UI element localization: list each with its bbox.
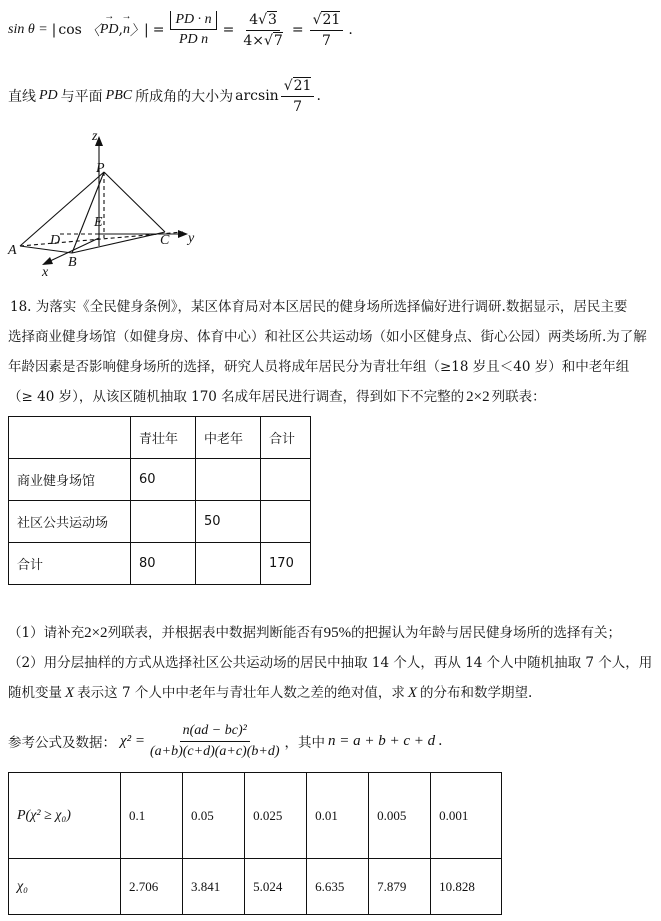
radicand-7: 7: [273, 32, 283, 49]
table-header: 合计: [261, 417, 311, 459]
q1-2x2: 2×2: [84, 625, 108, 641]
label-c: C: [160, 233, 170, 248]
arcsin-label: arcsin: [235, 88, 279, 104]
problem-line3: 年龄因素是否影响健身场所的选择，研究人员将成年居民分为青壮年组（≥18 岁且＜40 岁）和中老年组: [8, 359, 630, 375]
vector-n: → n: [123, 22, 130, 38]
edge-bc: [72, 232, 165, 253]
q2-text-b3: 的分布和数学期望.: [420, 685, 533, 701]
label-z: z: [92, 129, 98, 144]
problem-line4-end: 列联表：: [491, 389, 546, 405]
q1-percent: 95%: [323, 625, 352, 641]
cos-label: cos: [58, 22, 82, 38]
table-cell: 社区公共运动场: [9, 501, 131, 543]
label-a: A: [8, 243, 17, 258]
pyramid-figure: [0, 128, 220, 278]
table-cell: 7.879: [369, 859, 431, 915]
table-cell: 60: [131, 459, 196, 501]
table-cell: 0.001: [431, 773, 502, 859]
conclusion-period: .: [316, 88, 321, 104]
table-cell: 5.024: [245, 859, 307, 915]
questions: [8, 618, 653, 708]
q2-text-b2: 表示这 7 个人中中老年与青壮年人数之差的绝对值，求: [77, 685, 405, 701]
table-cell: 6.635: [307, 859, 369, 915]
reference-label: 参考公式及数据：: [8, 735, 116, 751]
chi-num: n(ad − bc)²: [180, 722, 250, 742]
problem-line4: （≥ 40 岁），从该区随机抽取 170 名成年居民进行调查，得到如下不完整的: [8, 389, 465, 405]
table-header: 中老年: [196, 417, 261, 459]
table-cell: 0.05: [183, 773, 245, 859]
conclusion-mid1: 与平面: [60, 89, 103, 105]
table-cell: [9, 417, 131, 459]
table-row: [9, 501, 311, 543]
table-header: 青壮年: [131, 417, 196, 459]
eq1: =: [152, 22, 165, 38]
fraction-dot-over-norms: [170, 11, 216, 49]
radicand-3: 3: [268, 11, 277, 28]
arcsin-radicand: 21: [293, 77, 312, 94]
fraction-4sqrt3: $\frac{4√3}{4\times√7}$: [243, 11, 283, 49]
chi-den: (a+b)(c+d)(a+c)(b+d): [149, 743, 280, 759]
table-cell: [196, 459, 261, 501]
label-p: P: [96, 161, 105, 176]
q1-text-c: 的把握认为年龄与居民健身场所的选择有关；: [351, 625, 622, 641]
conclusion-line: [8, 72, 321, 120]
table-cell: 3.841: [183, 859, 245, 915]
conclusion-mid2: 所成角的大小为: [135, 89, 234, 105]
vector-pd: → PD: [100, 22, 119, 38]
line-pd: PD: [39, 88, 58, 103]
table-cell: 0.025: [245, 773, 307, 859]
q1-text-b: 列联表，并根据表中数据判断能否有: [107, 625, 324, 641]
table-row: [9, 859, 502, 915]
table-cell: [131, 501, 196, 543]
y-arrow-icon: [178, 230, 188, 238]
edge-pc: [104, 172, 165, 232]
chi-square-fraction: [147, 722, 283, 761]
den-4x: 4×: [243, 32, 264, 49]
problem-line1: 为落实《全民健身条例》，某区体育局对本区居民的健身场所选择偏好进行调研.数据显示，居民主要: [35, 299, 628, 315]
label-b: B: [68, 255, 77, 270]
chi-square: χ² =: [120, 732, 145, 749]
table-cell: 0.005: [369, 773, 431, 859]
edge-ab: [20, 246, 72, 253]
table-cell: [261, 501, 311, 543]
table-cell: 0.1: [121, 773, 183, 859]
label-y: y: [188, 231, 195, 246]
reference-where: ，其中: [284, 735, 325, 751]
table-cell: 10.828: [431, 859, 502, 915]
table-row: [9, 459, 311, 501]
reference-period: .: [438, 733, 443, 749]
period: .: [348, 22, 353, 38]
fraction-sqrt21-over-7: $\frac{√21}{7}$: [310, 11, 344, 50]
table-row: [9, 543, 311, 585]
q2-text-b1: 随机变量: [8, 685, 62, 701]
table-cell: 2.706: [121, 859, 183, 915]
table-cell: 170: [261, 543, 311, 585]
q2-var-x2: X: [407, 685, 418, 701]
plane-pbc: PBC: [105, 88, 133, 103]
contingency-table: [8, 416, 311, 585]
sin-lhs: sin θ =: [8, 22, 48, 37]
table-label: P(χ² ≥ χ₀): [9, 773, 121, 859]
table-cell: 商业健身场馆: [9, 459, 131, 501]
table-cell: 0.01: [307, 773, 369, 859]
den-7: 7: [321, 32, 331, 49]
q2-text-a: （2）用分层抽样的方式从选择社区公共运动场的居民中抽取 14 个人，再从 14 个人中随机抽取 7 个人，用: [8, 655, 653, 671]
table-row: [9, 417, 311, 459]
label-d: D: [50, 233, 61, 248]
fraction-num-dot: PD · n: [170, 11, 216, 30]
q1-text-a: （1）请补充: [8, 625, 85, 641]
label-e: E: [94, 215, 103, 230]
sin-formula: sin θ = | cos 〈 → PD , → n 〉 | = $\frac{PD \cdot n}{\text{PD n}}$ = $\frac{4√3}{4\times√7}$ = $\frac{√21}{7}$ .: [8, 4, 353, 56]
problem-2x2: 2×2: [466, 389, 490, 405]
table-row: [9, 773, 502, 859]
problem-line2: 选择商业健身场馆（如健身房、体育中心）和社区公共运动场（如小区健身点、街心公园）两类场所.为了解: [8, 329, 647, 345]
n-definition: n = a + b + c + d: [327, 732, 436, 749]
q2-var-x: X: [65, 685, 75, 701]
arcsin-den: 7: [293, 98, 303, 115]
x-arrow-icon: [42, 257, 53, 265]
eq3: =: [291, 22, 304, 38]
table-label: χ₀: [9, 859, 121, 915]
fraction-arcsin-arg: $\frac{√21}{7}$: [281, 77, 315, 116]
table-cell: 合计: [9, 543, 131, 585]
coef-4: 4: [249, 11, 259, 28]
reference-formula: [8, 716, 442, 766]
table-cell: 80: [131, 543, 196, 585]
eq2: =: [222, 22, 235, 38]
problem-number: 18.: [10, 299, 32, 315]
problem-18: [8, 292, 653, 412]
radicand-21: 21: [322, 11, 341, 28]
table-cell: [196, 543, 261, 585]
table-cell: 50: [196, 501, 261, 543]
fraction-den-norms: PD n: [178, 32, 209, 47]
conclusion-prefix: 直线: [8, 89, 36, 105]
chi-square-table: [8, 772, 502, 915]
label-x: x: [42, 265, 49, 278]
edge-pa: [20, 172, 104, 246]
table-cell: [261, 459, 311, 501]
